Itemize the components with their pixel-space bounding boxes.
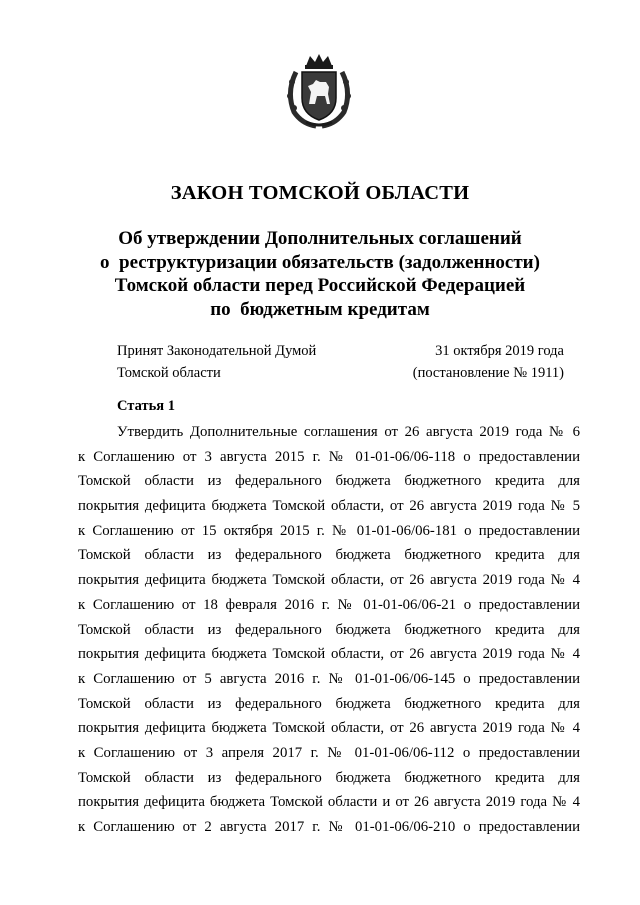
article-line <box>78 494 580 519</box>
article-line-text: к Соглашению от 15 октября 2015 г. № 01-01-06/06-181 о предоставлении <box>78 522 580 539</box>
article-line-text: к Соглашению от 18 февраля 2016 г. № 01-01-06/06-21 о предоставлении <box>78 596 580 613</box>
adopted-by-line: Принят Законодательной Думой <box>117 343 317 359</box>
article-line <box>78 618 580 643</box>
article-line <box>78 568 580 593</box>
subtitle-line: по бюджетным кредитам <box>210 298 430 320</box>
subtitle-line: о реструктуризации обязательств (задолженности) <box>100 251 540 273</box>
resolution-number: (постановление № 1911) <box>412 365 564 381</box>
article-line <box>78 741 580 766</box>
article-heading: Статья 1 <box>117 398 175 414</box>
article-line <box>78 593 580 618</box>
article-line <box>78 445 580 470</box>
article-line-text: Томской области из федерального бюджета бюджетного кредита для <box>78 621 580 638</box>
article-line-text: к Соглашению от 3 августа 2015 г. № 01-01-06/06-118 о предоставлении <box>78 448 580 465</box>
adoption-date-text: 31 октября 2019 года <box>435 343 564 359</box>
article-line <box>78 543 580 568</box>
article-line <box>78 469 580 494</box>
article-line-text: Утвердить Дополнительные соглашения от 26 августа 2019 года № 6 <box>117 424 580 440</box>
article-line <box>78 692 580 717</box>
article-line-text: Томской области из федерального бюджета бюджетного кредита для <box>78 769 580 786</box>
document-title: ЗАКОН ТОМСКОЙ ОБЛАСТИ <box>170 182 470 204</box>
article-line <box>78 815 580 840</box>
subtitle-line: Томской области перед Российской Федерацией <box>114 275 526 296</box>
adopted-by <box>117 340 316 384</box>
article-line <box>78 642 580 667</box>
article-line <box>78 790 580 815</box>
article-line-text: Томской области из федерального бюджета бюджетного кредита для <box>78 695 580 712</box>
article-line-text: Томской области из федерального бюджета бюджетного кредита для <box>78 473 580 490</box>
article-line <box>78 716 580 741</box>
article-line-text: покрытия дефицита бюджета Томской области, от 26 августа 2019 года № 5 <box>78 498 580 515</box>
article-line <box>78 519 580 544</box>
document-subtitle <box>0 227 640 321</box>
adoption-date <box>413 340 564 384</box>
article-line-text: покрытия дефицита бюджета Томской области, от 26 августа 2019 года № 4 <box>78 646 580 663</box>
article-line <box>78 766 580 791</box>
article-line <box>78 420 580 445</box>
adopted-by-line: Томской области <box>117 365 221 381</box>
article-line-text: к Соглашению от 3 апреля 2017 г. № 01-01-06/06-112 о предоставлении <box>78 744 580 761</box>
article-body <box>78 420 580 840</box>
article-line-text: к Соглашению от 2 августа 2017 г. № 01-01-06/06-210 о предоставлении <box>78 819 580 835</box>
article-line-text: покрытия дефицита бюджета Томской области, от 26 августа 2019 года № 4 <box>78 720 580 737</box>
subtitle-line: Об утверждении Дополнительных соглашений <box>118 228 522 249</box>
article-line-text: Томской области из федерального бюджета бюджетного кредита для <box>78 547 580 564</box>
article-line-text: покрытия дефицита бюджета Томской области и от 26 августа 2019 года № 4 <box>78 794 580 811</box>
article-line-text: покрытия дефицита бюджета Томской области, от 26 августа 2019 года № 4 <box>78 572 580 589</box>
coat-of-arms-icon <box>282 52 356 130</box>
article-line <box>78 667 580 692</box>
article-line-text: к Соглашению от 5 августа 2016 г. № 01-01-06/06-145 о предоставлении <box>78 670 580 687</box>
